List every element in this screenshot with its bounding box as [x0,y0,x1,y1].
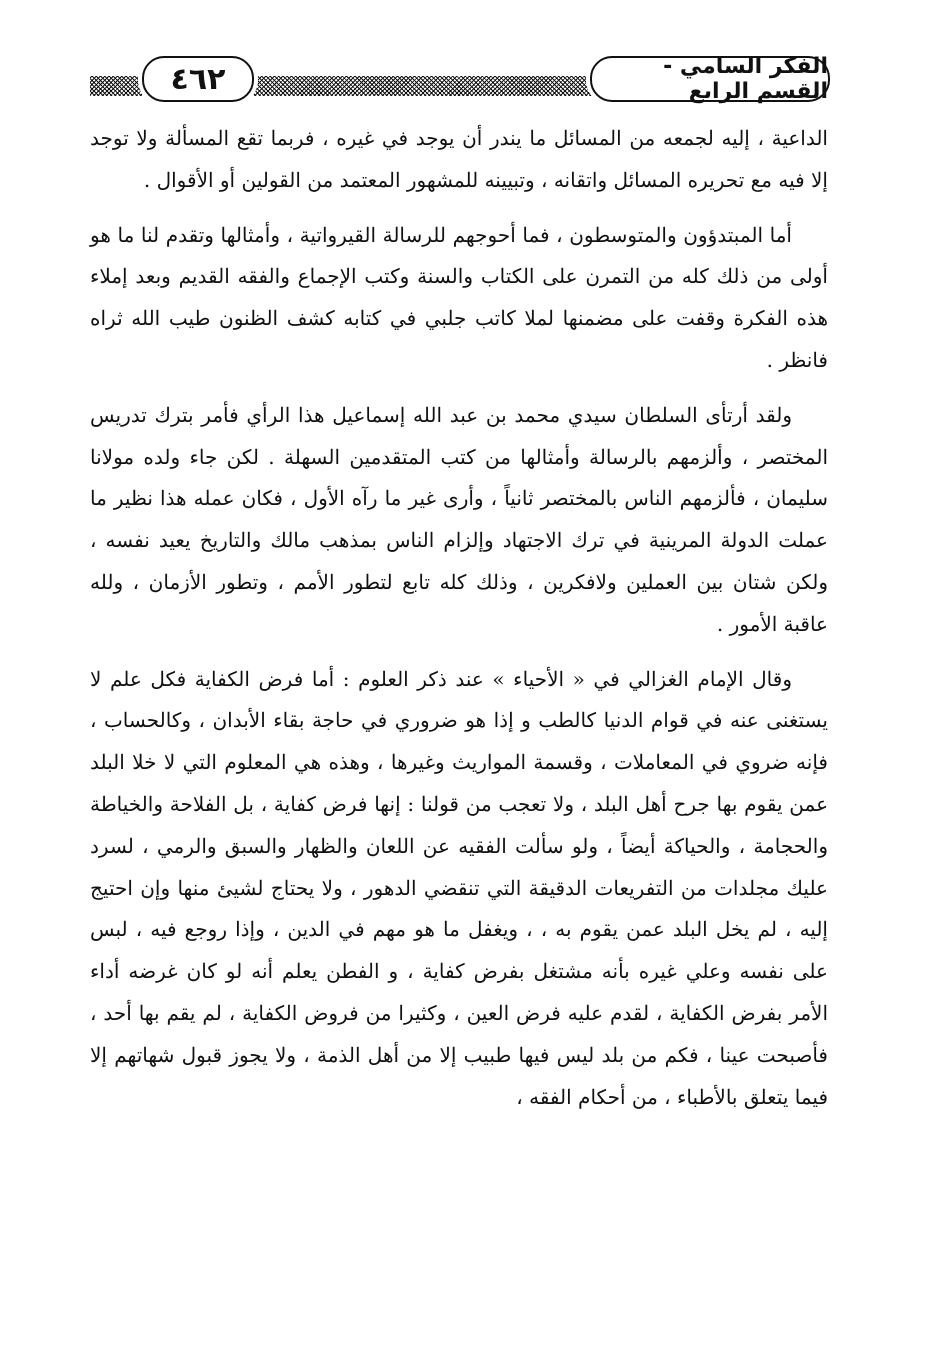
paragraph: ولقد أرتأى السلطان سيدي محمد بن عبد الله إسماعيل هذا الرأي فأمر بترك تدريس المختصر ، وألزمهم بالرسالة وأمثالها من كتب المتقدمين السهلة . لكن جاء ولده مولانا سليمان ، فألزمهم الناس بالمختصر ثانياً ، وأرى غير ما رآه الأول ، فكان عمله هذا نظير ما عملت الدولة المرينية في ترك الاجتهاد وإلزام الناس بمذهب مالك والتاريخ يعيد نفسه ، ولكن شتان بين العملين ولافكرين ، وذلك كله تابع لتطور الأمم ، وتطور الأزمان ، ولله عاقبة الأمور . [90,402,828,636]
paragraph: أما المبتدؤون والمتوسطون ، فما أحوجهم للرسالة القيرواتية ، وأمثالها وتقدم لنا ما هو أولى من ذلك كله من التمرن على الكتاب والسنة وكتب الإجماع والفقه القديم وبعد إملاء هذه الفكرة وقفت على مضمنها لملا كاتب جلبي في كتابه كشف الظنون طيب الله ثراه فانظر . [90,222,828,372]
running-title: الفكر السامي - القسم الرابع [590,56,830,102]
paragraph: الداعية ، إليه لجمعه من المسائل ما يندر أن يوجد في غيره ، فربما تقع المسألة ولا توجد إلا فيه مع تحريره المسائل واتقانه ، وتبيينه للمشهور المعتمد من القولين أو الأقوال . [90,126,828,192]
page-body [90,118,828,1131]
paragraph: وقال الإمام الغزالي في « الأحياء » عند ذكر العلوم : أما فرض الكفاية فكل علم لا يستغنى عنه في قوام الدنيا كالطب و إذا هو ضروري في حاجة بقاء الأبدان ، وكالحساب ، فإنه ضروي في المعاملات ، وقسمة المواريث وغيرها ، وهذه هي المعلوم التي لا خلا البلد عمن يقوم بها جرح أهل البلد ، ولا تعجب من قولنا : إنها فرض كفاية ، بل الفلاحة والخياطة والحجامة ، والحياكة أيضاً ، ولو سألت الفقيه عن اللعان والظهار والسبق والرمي ، لسرد عليك مجلدات من التفريعات الدقيقة التي تنقضي الدهور ، ولا يحتاج لشيئ منها وإن احتيج إليه ، لم يخل البلد عمن يقوم به ، ، ويغفل ما هو مهم في الدين ، وإذا روجع فيه ، لبس على نفسه وعلي غيره بأنه مشتغل بفرض كفاية ، و الفطن يعلم أنه لو كان غرضه أداء الأمر بفرض الكفاية ، لقدم عليه فرض العين ، وكثيرا من فروض الكفاية ، لم يقم بها أحد ، فأصبحت عينا ، فكم من بلد ليس فيها طبيب إلا من أهل الذمة ، ولا يجوز قبول شهاتهم إلا فيما يتعلق بالأطباء ، من أحكام الفقه ، [90,666,828,1109]
page-header [90,44,828,108]
page-number: ٤٦٢ [142,56,254,102]
